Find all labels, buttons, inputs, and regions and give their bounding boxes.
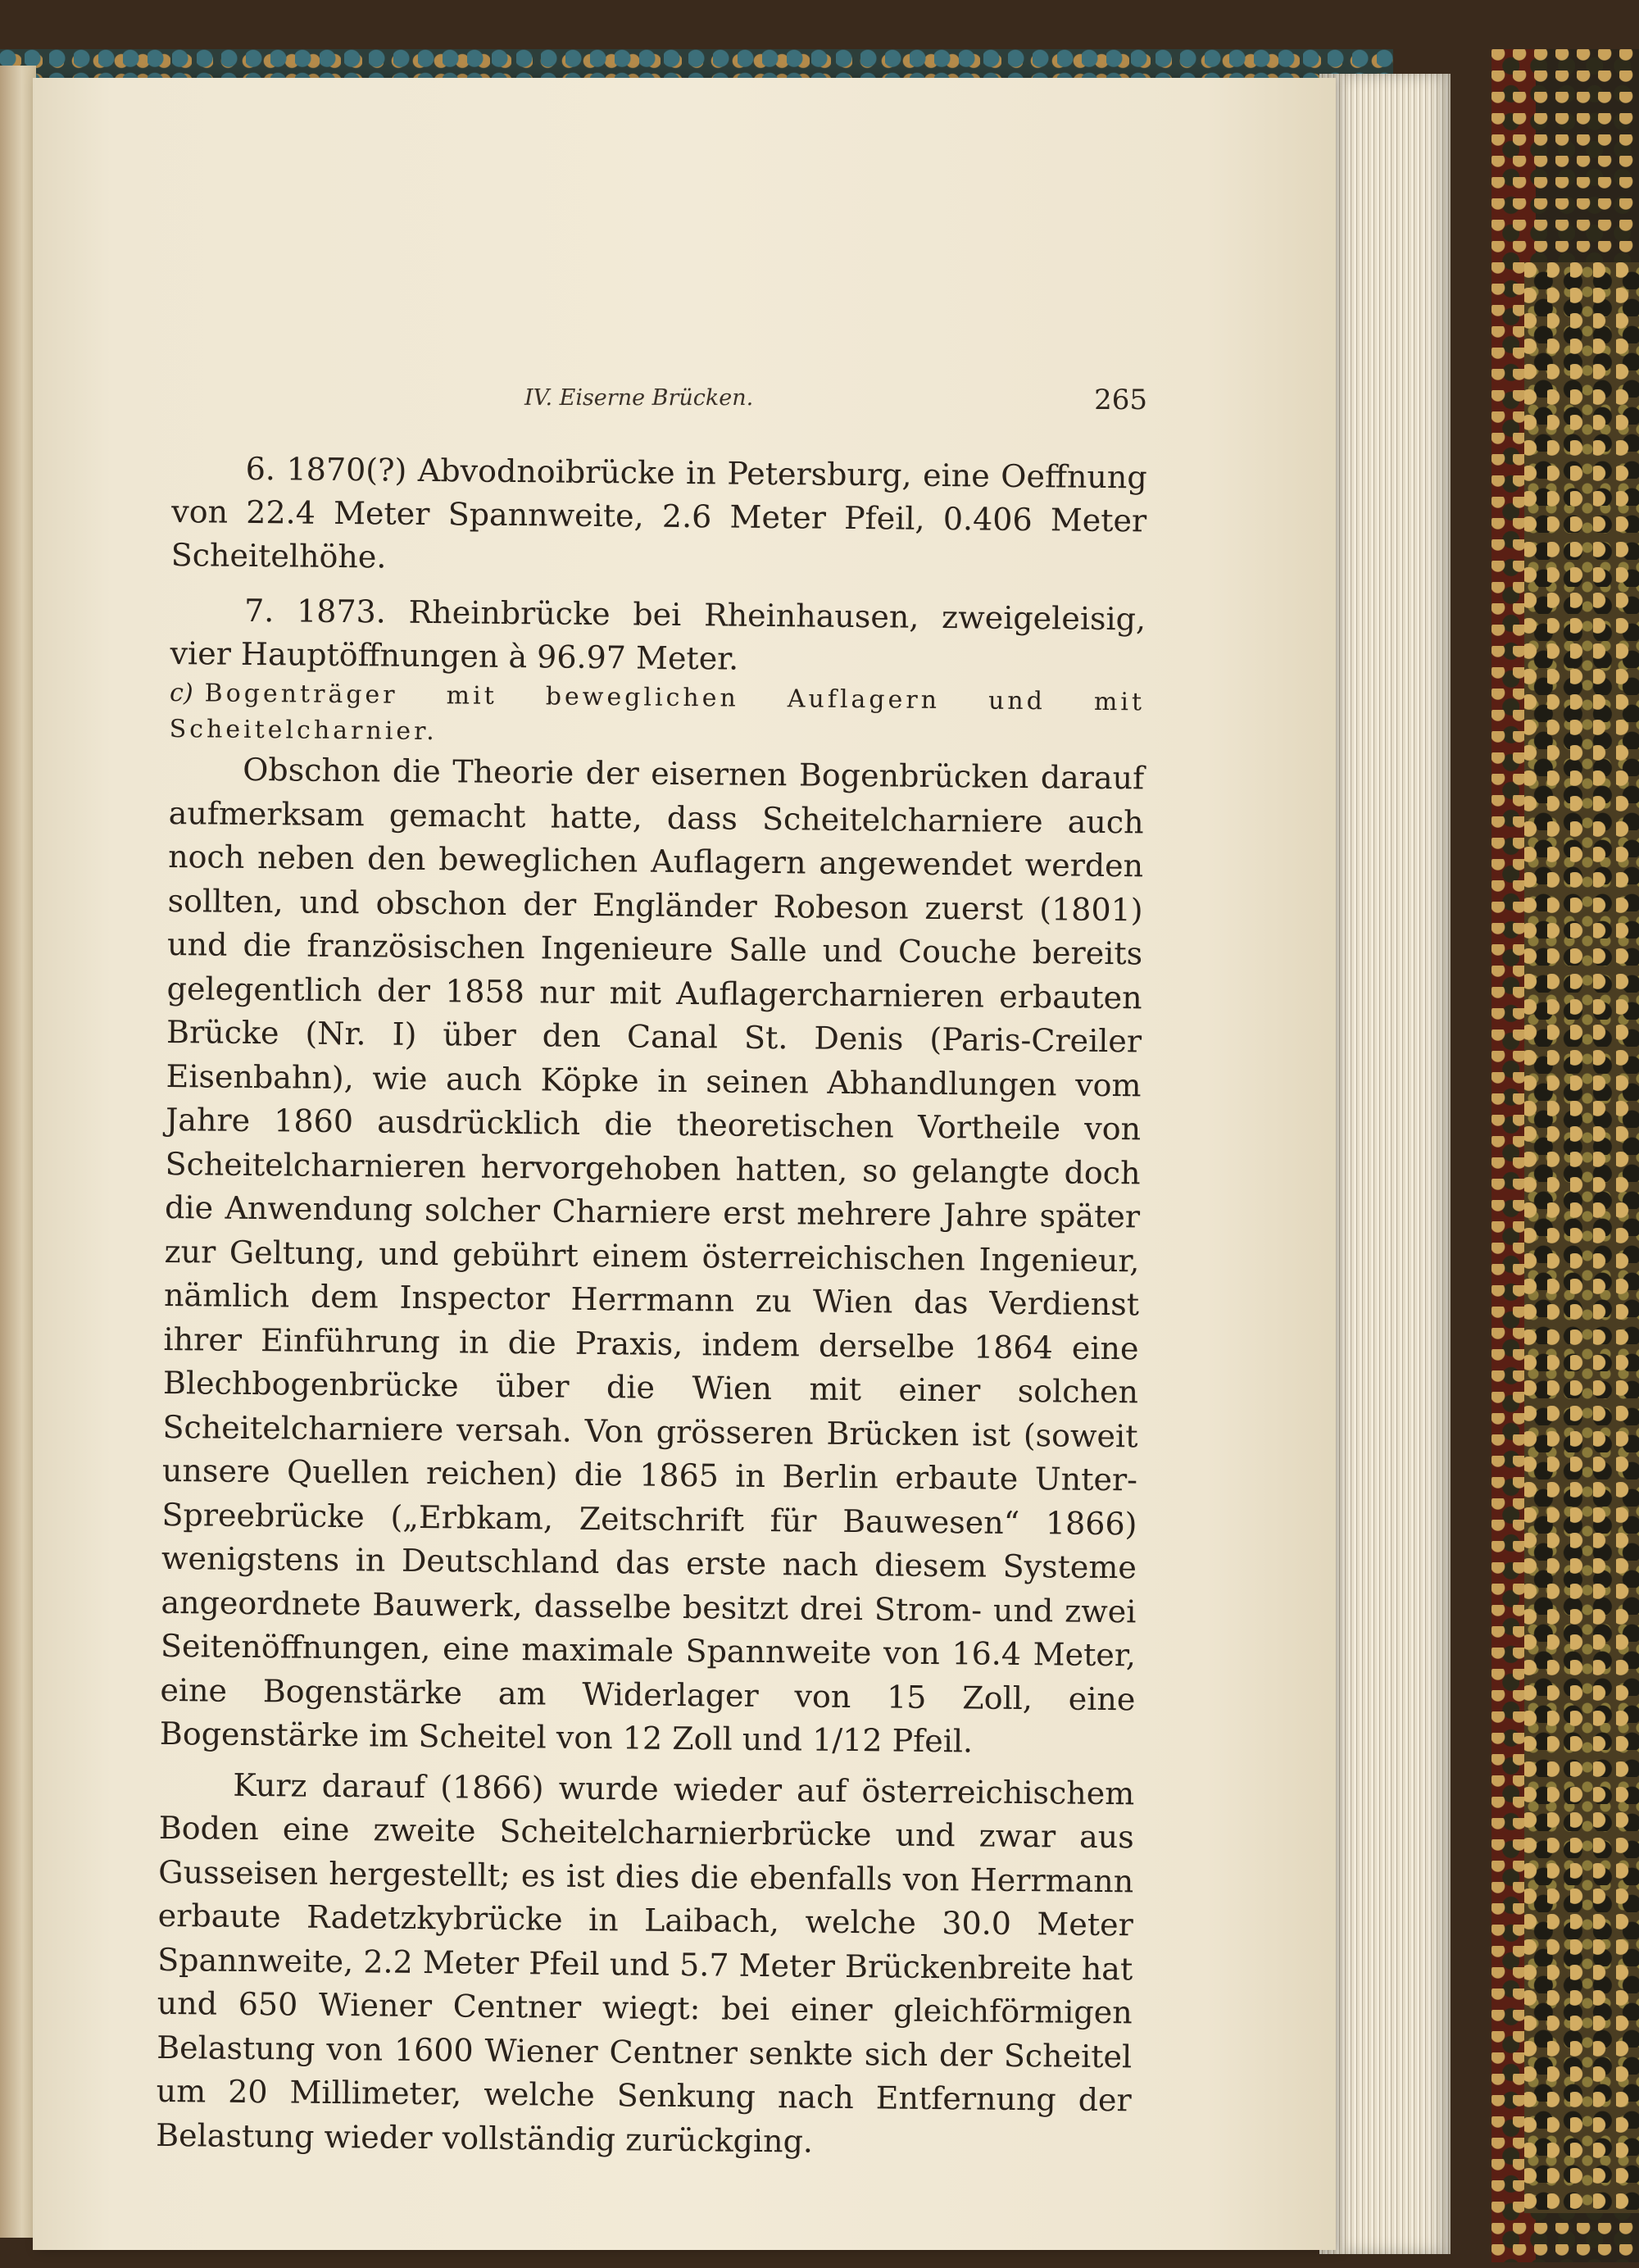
page-number: 265	[1094, 384, 1147, 416]
list-entry-6: 6. 1870(?) Abvodnoibrücke in Petersburg, eine Oeffnung von 22.4 Meter Spannweite, 2.6 Meter Pfeil, 0.406 Meter Scheitelhöhe.	[170, 450, 1147, 575]
body-text	[156, 447, 1147, 2166]
paragraph-2: Kurz darauf (1866) wurde wieder auf österreichischem Boden eine zweite Scheitelcharnierbrücke und zwar aus Gusseisen hergestellt; es ist dies die ebenfalls von Herrmann erbaute Radetzkybrücke in Laibach, welche 30.0 Meter Spannweite, 2.2 Meter Pfeil und 5.7 Meter Brückenbreite hat und 650 Wiener Centner wiegt: bei einer gleichförmigen Belastung von 1600 Wiener Centner senkte sich der Scheitel um 20 Millimeter, welche Senkung nach Entfernung der Belastung wieder vollständig zurückging.	[156, 1766, 1135, 2160]
section-heading	[169, 675, 1145, 757]
section-label: c)	[169, 678, 193, 708]
section-title: Bogenträger mit beweglichen Auflagern und mit Scheitelcharnier.	[169, 679, 1146, 747]
page-stack	[1319, 74, 1451, 2254]
paragraph-1: Obschon die Theorie der eisernen Bogenbrücken darauf aufmerksam gemacht hatte, dass Scheitelcharniere auch noch neben den beweglichen Auflagern angewendet werden sollten, und obschon der Engländer Robeson zuerst (1801) und die französischen Ingenieure Salle und Couche bereits gelegentlich der 1858 nur mit Auflagercharnieren erbauten Brücke (Nr. I) über den Canal St. Denis (Paris-Creiler Eisenbahn), wie auch Köpke in seinen Abhandlungen vom Jahre 1860 ausdrücklich die theoretischen Vortheile von Scheitelcharnieren hervorgehoben hatten, so gelangte doch die Anwendung solcher Charniere erst mehrere Jahre später zur Geltung, und gebührt einem österreichischen Ingenieur, nämlich dem Inspector Herrmann zu Wien das Verdienst ihrer Einführung in die Praxis, indem derselbe 1864 eine Blechbogenbrücke über die Wien mit einer solchen Scheitelcharniere versah. Von grösseren Brücken ist (soweit unsere Quellen reichen) die 1865 in Berlin erbaute Unter-Spreebrücke („Erbkam, Zeitschrift für Bauwesen“ 1866) wenigstens in Deutschland das erste nach diesem Systeme angeordnete Bauwerk, dasselbe besitzt drei Strom- und zwei Seitenöffnungen, eine maximale Spannweite von 16.4 Meter, eine Bogenstärke am Widerlager von 15 Zoll, eine Bogenstärke im Scheitel von 12 Zoll und 1/12 Pfeil.	[159, 751, 1145, 1760]
marbled-edge	[1524, 262, 1639, 2213]
book-page	[33, 78, 1336, 2250]
left-page-edge	[0, 66, 36, 2238]
running-head	[246, 385, 1147, 426]
running-head-title: IV. Eiserne Brücken.	[524, 385, 754, 411]
list-entry-7: 7. 1873. Rheinbrücke bei Rheinhausen, zweigeleisig, vier Hauptöffnungen à 96.97 Meter.	[170, 592, 1146, 677]
